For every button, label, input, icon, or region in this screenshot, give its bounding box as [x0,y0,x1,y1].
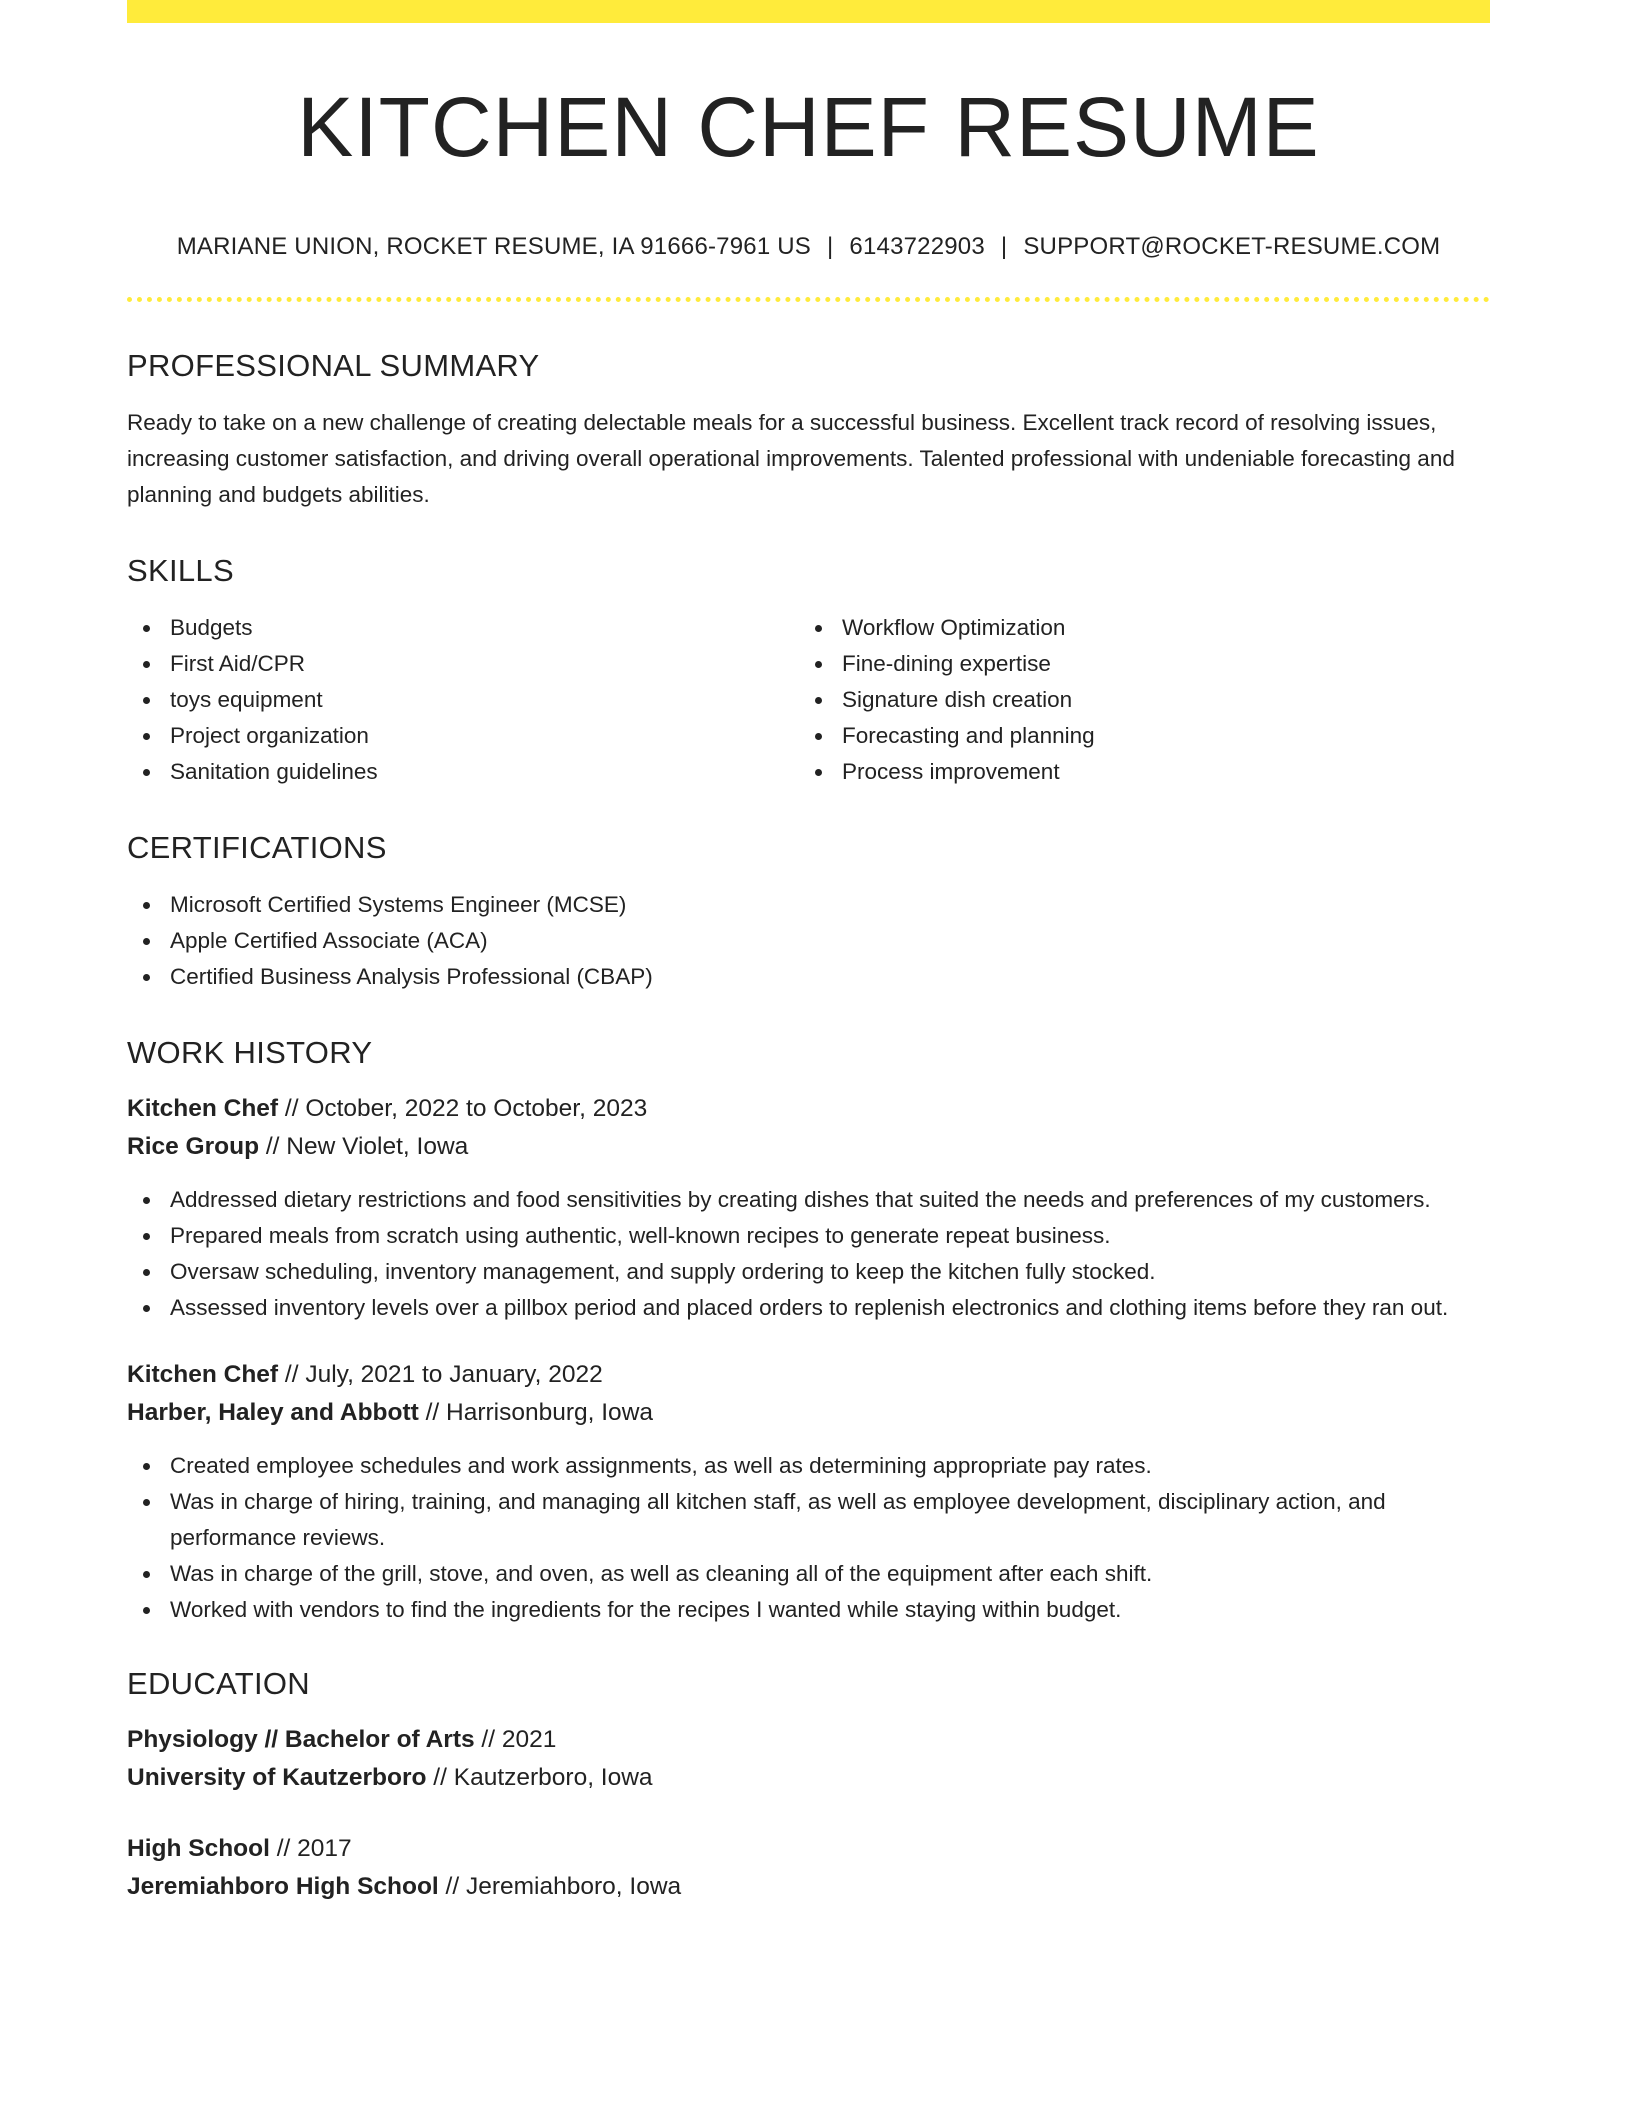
education-entry [127,1830,1490,1906]
skill-item: Fine-dining expertise [799,646,1471,682]
job-title: Kitchen Chef [127,1361,279,1388]
summary-section [127,350,1490,513]
education-school: University of Kautzerboro [127,1764,427,1791]
education-entry [127,1721,1490,1797]
summary-text: Ready to take on a new challenge of creating delectable meals for a successful business. Excellent track record of resolving issues, increasing customer satisfaction, and driving overall operational improvements. Talented professional with undeniable forecasting and planning and budgets abilities. [127,410,1455,507]
contact-phone: 6143722903 [849,233,985,260]
education-degree-line [127,1721,1490,1759]
job-duty-item: Oversaw scheduling, inventory management, and supply ordering to keep the kitchen fully stocked. [127,1254,1490,1290]
job-entry [127,1356,1490,1628]
contact-separator: | [826,233,834,260]
skills-heading: SKILLS [127,553,234,588]
skill-item: toys equipment [127,682,799,718]
skill-item: First Aid/CPR [127,646,799,682]
dotted-divider [127,297,1490,302]
job-company-line [127,1128,1490,1166]
contact-address: MARIANE UNION, ROCKET RESUME, IA 91666-7961 US [176,233,811,260]
certification-item: Apple Certified Associate (ACA) [127,923,1490,959]
certification-item: Microsoft Certified Systems Engineer (MCSE) [127,887,1490,923]
work-history-heading: WORK HISTORY [127,1035,373,1070]
skill-item: Sanitation guidelines [127,754,799,790]
education-school-line [127,1868,1490,1906]
certifications-section [127,832,1490,995]
job-entry [127,1090,1490,1326]
education-year: // 2017 [269,1835,352,1862]
education-heading: EDUCATION [127,1666,310,1701]
education-degree-line [127,1830,1490,1868]
skills-columns [127,610,1490,790]
job-duty-item: Assessed inventory levels over a pillbox period and placed orders to replenish electronics and clothing items before they ran out. [127,1290,1490,1326]
skill-item: Project organization [127,718,799,754]
skill-item: Signature dish creation [799,682,1471,718]
job-dates: // October, 2022 to October, 2023 [278,1095,648,1122]
education-school-line [127,1759,1490,1797]
job-duty-item: Prepared meals from scratch using authentic, well-known recipes to generate repeat business. [127,1218,1490,1254]
job-duty-item: Was in charge of hiring, training, and managing all kitchen staff, as well as employee development, disciplinary action, and performance reviews. [127,1484,1490,1556]
contact-separator: | [1000,233,1008,260]
job-company: Rice Group [127,1133,260,1160]
certifications-heading: CERTIFICATIONS [127,830,387,865]
education-section [127,1668,1490,1906]
job-duty-item: Was in charge of the grill, stove, and oven, as well as cleaning all of the equipment after each shift. [127,1556,1490,1592]
job-duty-item: Addressed dietary restrictions and food sensitivities by creating dishes that suited the needs and preferences of my customers. [127,1182,1490,1218]
education-location: // Jeremiahboro, Iowa [438,1873,682,1900]
job-duty-item: Created employee schedules and work assignments, as well as determining appropriate pay rates. [127,1448,1490,1484]
job-company-line [127,1394,1490,1432]
job-title: Kitchen Chef [127,1095,279,1122]
skills-list-right [799,610,1471,790]
contact-line [127,235,1490,259]
skill-item: Workflow Optimization [799,610,1471,646]
certification-item: Certified Business Analysis Professional (CBAP) [127,959,1490,995]
skill-item: Process improvement [799,754,1471,790]
education-school: Jeremiahboro High School [127,1873,439,1900]
skill-item: Budgets [127,610,799,646]
job-location: // New Violet, Iowa [259,1133,469,1160]
skills-list-left [127,610,799,790]
education-year: // 2021 [474,1726,557,1753]
job-duties-list [127,1182,1490,1326]
job-duty-item: Worked with vendors to find the ingredients for the recipes I wanted while staying within budget. [127,1592,1490,1628]
skill-item: Forecasting and planning [799,718,1471,754]
education-location: // Kautzerboro, Iowa [426,1764,653,1791]
resume-title: KITCHEN CHEF RESUME [297,80,1320,174]
job-dates: // July, 2021 to January, 2022 [278,1361,603,1388]
certifications-list [127,887,1490,995]
skills-section [127,555,1490,790]
contact-email: SUPPORT@ROCKET-RESUME.COM [1023,233,1441,260]
job-company: Harber, Haley and Abbott [127,1399,419,1426]
education-degree: Physiology // Bachelor of Arts [127,1726,475,1753]
job-location: // Harrisonburg, Iowa [418,1399,654,1426]
accent-top-bar [127,0,1490,23]
summary-heading: PROFESSIONAL SUMMARY [127,348,540,383]
job-title-line [127,1356,1490,1394]
job-title-line [127,1090,1490,1128]
work-history-section [127,1037,1490,1628]
education-degree: High School [127,1835,270,1862]
resume-page [127,0,1490,1906]
job-duties-list [127,1448,1490,1628]
